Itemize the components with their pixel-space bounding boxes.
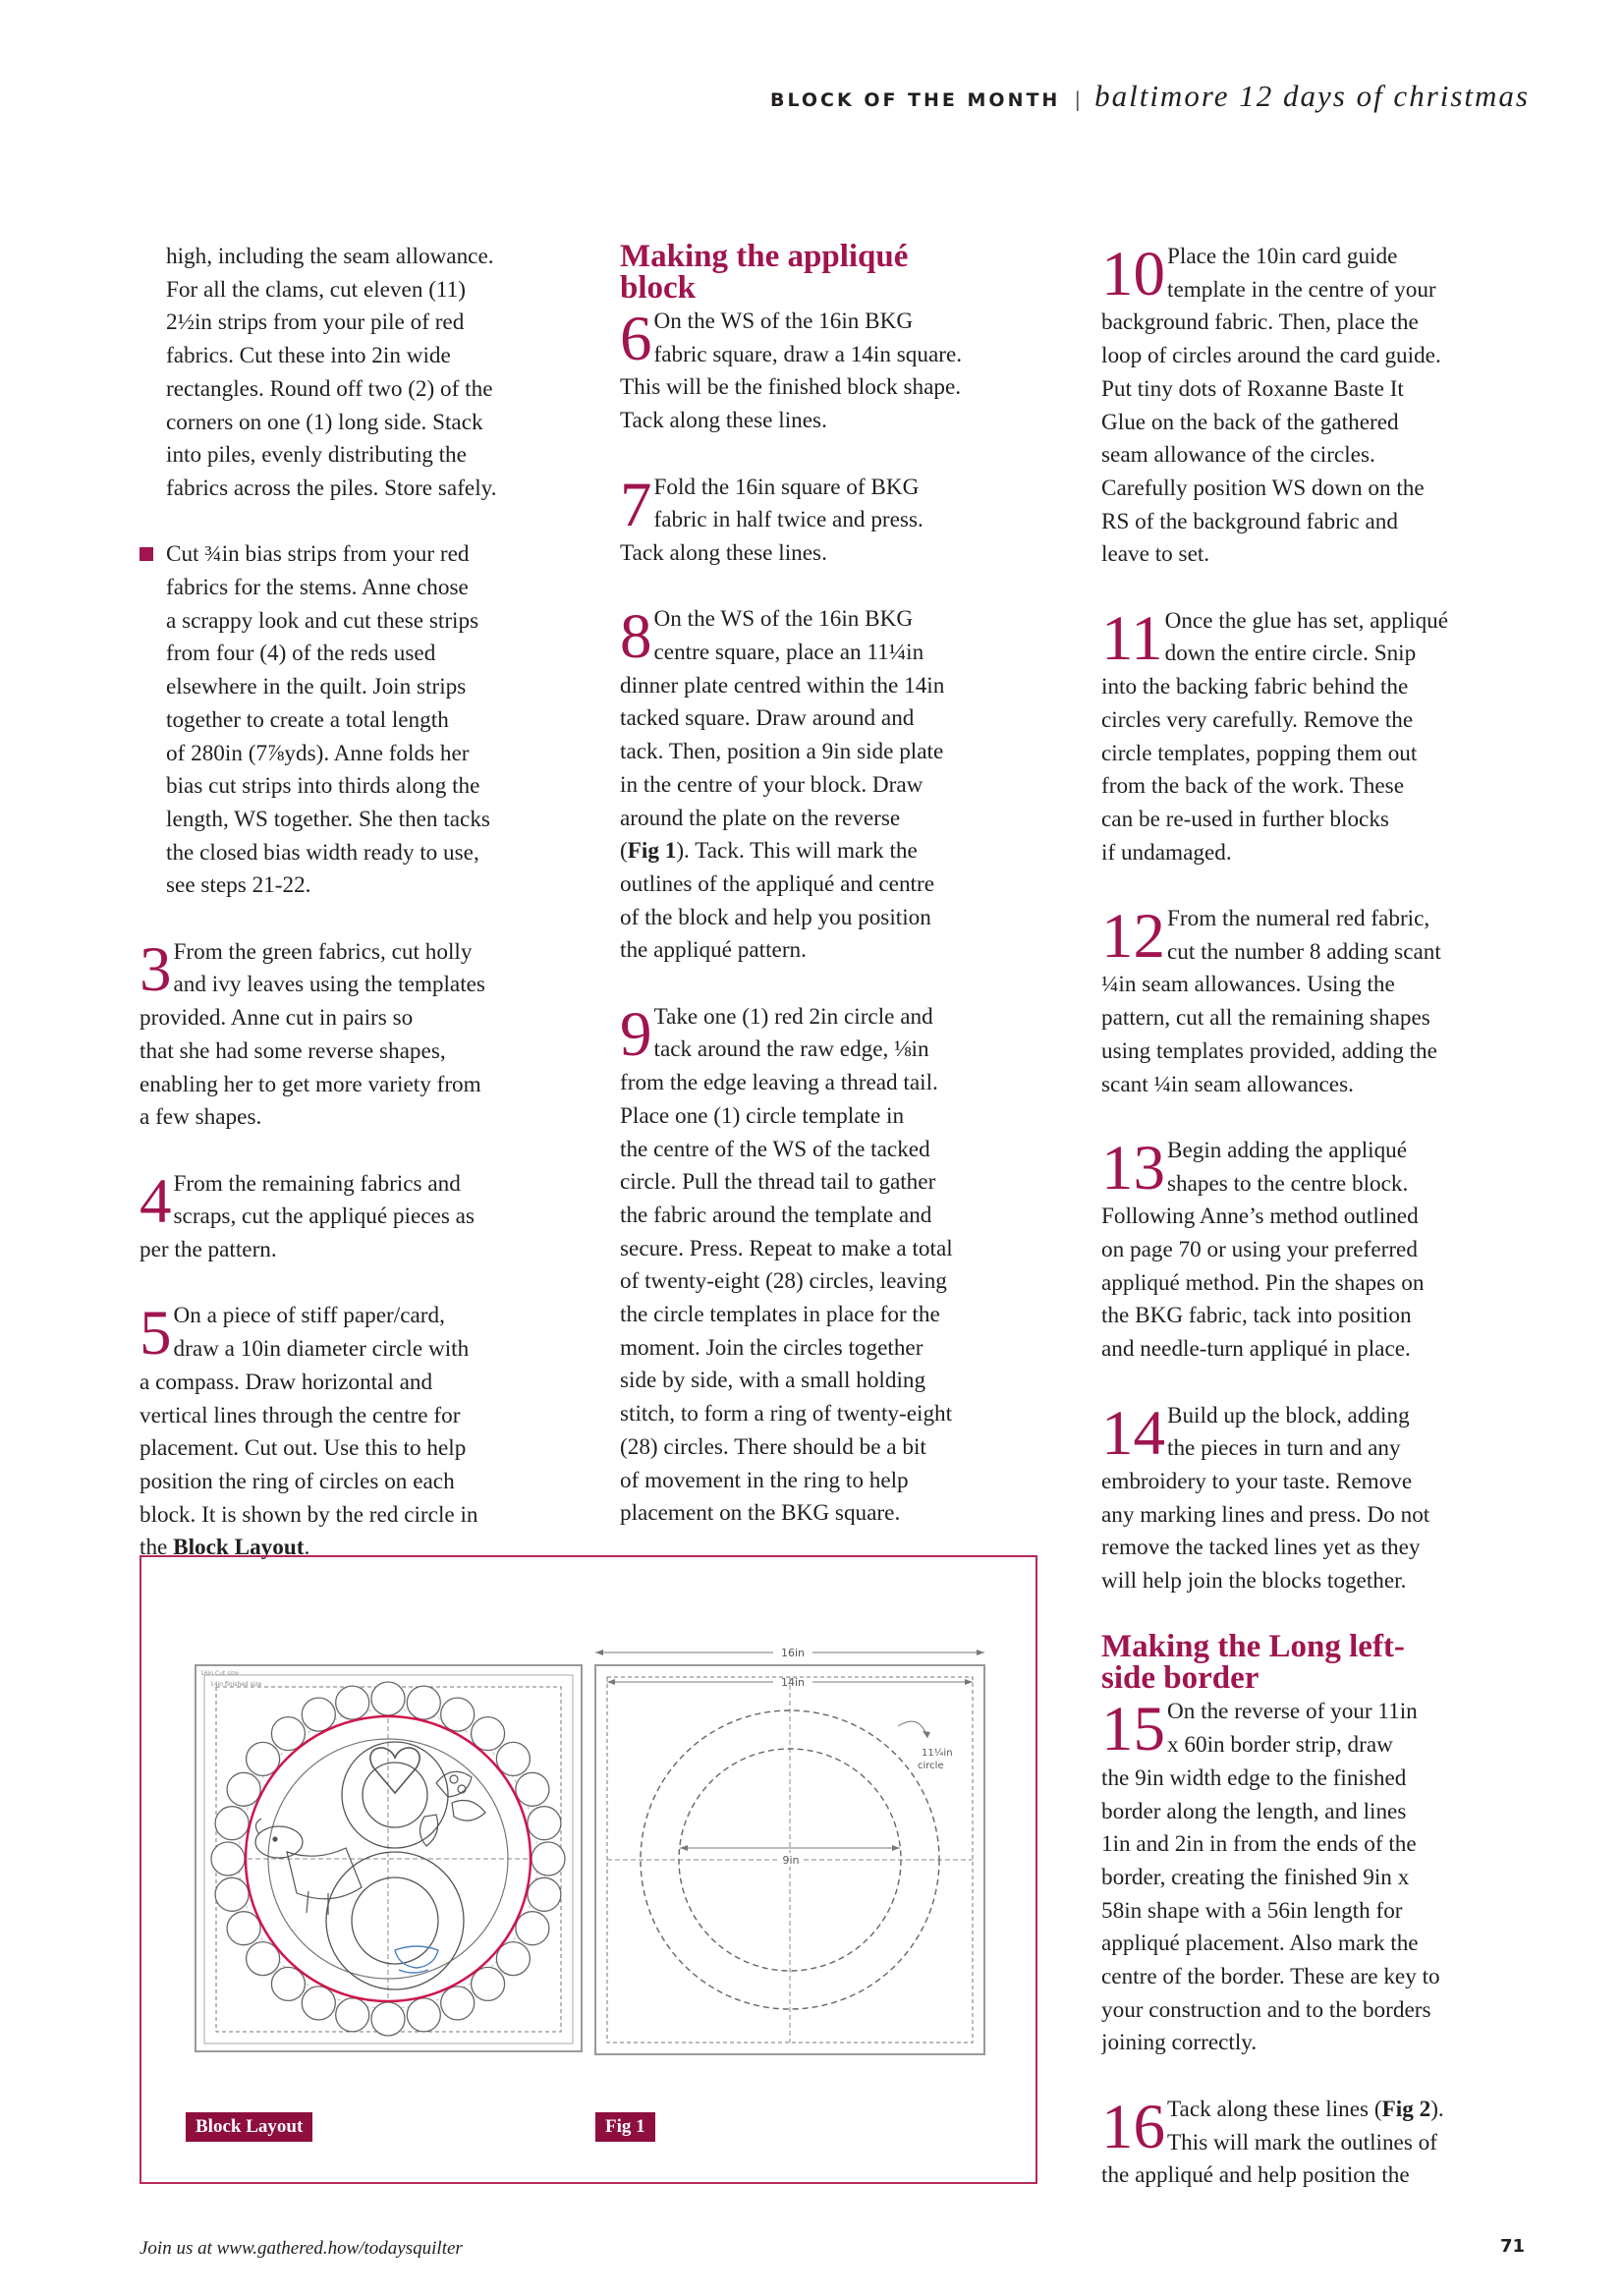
text-line: joining correctly. (1101, 2030, 1258, 2056)
text-line: high, including the seam allowance. (166, 244, 494, 269)
step-number: 11 (1101, 604, 1163, 674)
step-number: 12 (1101, 903, 1165, 973)
text-line: Build up the block, adding (1167, 1402, 1410, 1428)
clam-circle (302, 1698, 335, 1731)
text-line: the BKG fabric, tack into position (1101, 1303, 1412, 1329)
header-divider: | (1074, 87, 1082, 111)
text-line: from the back of the work. These (1101, 773, 1404, 800)
text-line: the centre of the WS of the tacked (620, 1136, 930, 1162)
step-9 (620, 1001, 1042, 1531)
text-line: see steps 21-22. (166, 872, 311, 899)
text-line: This will mark the outlines of (1167, 2129, 1437, 2156)
text-line: pattern, cut all the remaining shapes (1101, 1005, 1430, 1032)
text-line: shapes to the centre block. (1167, 1170, 1409, 1197)
clam-circle (407, 1998, 440, 2032)
step-6 (620, 306, 1042, 438)
column-2 (620, 241, 1042, 1564)
step-text (620, 871, 934, 963)
step-8 (620, 603, 1042, 968)
finished-size-note: 14in finished size (210, 1681, 262, 1688)
column-1 (140, 241, 568, 1598)
step-5 (140, 1300, 568, 1565)
text-line: Tack along these lines. (620, 408, 827, 434)
clam-circle (302, 1987, 335, 2020)
text-line: the pieces in turn and any (1167, 1435, 1401, 1462)
text-line: cut the number 8 adding scant (1167, 938, 1441, 965)
text-line: the fabric around the template and (620, 1202, 932, 1228)
block-layout-ref: Block Layout (173, 1535, 305, 1561)
text-line: appliqué placement. Also mark the (1101, 1931, 1419, 1957)
text-line: seam allowance of the circles. (1101, 442, 1375, 469)
text-line: centre square, place an 11¼in (653, 640, 924, 665)
clam-circle (528, 1877, 561, 1911)
step-15 (1101, 1696, 1534, 2060)
clam-circle (407, 1686, 440, 1719)
heading-line-2: block (620, 270, 697, 306)
text-line: elsewhere in the quilt. Join strips (166, 674, 467, 700)
step-text-post: ). Tack. This will mark the (676, 838, 918, 865)
text-line: x 60in border strip, draw (1167, 1732, 1393, 1759)
step-number: 13 (1101, 1134, 1165, 1204)
dimension-16in: 16in (780, 1647, 806, 1659)
step-number: 15 (1101, 1696, 1165, 1765)
text-line: tack. Then, position a 9in side plate (620, 739, 944, 765)
text-line: fabric in half twice and press. (653, 507, 923, 533)
step-7 (620, 472, 1042, 571)
text-line: dinner plate centred within the 14in (620, 672, 945, 699)
dimension-plate-label: circle (918, 1761, 944, 1771)
step-number: 9 (620, 1000, 652, 1070)
text-line: from the edge leaving a thread tail. (620, 1070, 938, 1096)
text-line: rectangles. Round off two (2) of the (166, 375, 493, 402)
text-line: of 280in (7⅞yds). Anne folds her (166, 740, 470, 766)
clam-circle (528, 1807, 561, 1840)
step-13 (1101, 1135, 1534, 1367)
text-line: 58in shape with a 56in length for (1101, 1897, 1403, 1924)
text-line: a scrappy look and cut these strips (166, 607, 479, 634)
step-number: 3 (140, 935, 172, 1005)
text-line: secure. Press. Repeat to make a total (620, 1235, 953, 1261)
clam-circle (516, 1912, 549, 1945)
text-line: using templates provided, adding the (1101, 1037, 1437, 1064)
text-line: the 9in width edge to the finished (1101, 1764, 1407, 1791)
text-line: will help join the blocks together. (1101, 1568, 1407, 1595)
continued-text (140, 241, 568, 506)
text-line: moment. Join the circles together (620, 1334, 923, 1361)
text-line: corners on one (1) long side. Stack (166, 409, 483, 435)
clam-circle (371, 2002, 405, 2036)
text-line: scant ¼in seam allowances. (1101, 1071, 1354, 1097)
text-line: provided. Anne cut in pairs so (140, 1005, 414, 1032)
section-heading-applique-block (620, 241, 1042, 304)
text-line: Tack along these lines. (620, 539, 827, 566)
text-line: embroidery to your taste. Remove (1101, 1468, 1413, 1494)
clam-circle (227, 1772, 260, 1806)
step-number: 5 (140, 1300, 172, 1370)
text-line: (28) circles. There should be a bit (620, 1433, 926, 1460)
text-line: that she had some reverse shapes, (140, 1037, 446, 1064)
dimension-14in: 14in (780, 1676, 806, 1689)
header-section-label: BLOCK OF THE MONTH (769, 89, 1061, 111)
text-line: a few shapes. (140, 1104, 262, 1131)
step-4 (140, 1168, 568, 1267)
block-layout-label: Block Layout (186, 2112, 312, 2142)
heading-line-2: side border (1101, 1660, 1259, 1697)
step-10 (1101, 241, 1534, 572)
running-header (770, 79, 1530, 118)
text-line: Following Anne’s method outlined (1101, 1204, 1419, 1230)
step-text (140, 1300, 478, 1528)
text-line: Take one (1) red 2in circle and (653, 1003, 933, 1030)
text-line: loop of circles around the card guide. (1101, 343, 1441, 369)
step-text (620, 308, 962, 433)
text-line: scraps, cut the appliqué pieces as (173, 1204, 475, 1230)
text-line: 1in and 2in in from the ends of the (1101, 1831, 1417, 1858)
text-line: For all the clams, cut eleven (11) (166, 276, 466, 303)
fig-1-label: Fig 1 (595, 2112, 655, 2142)
step-11 (1101, 605, 1534, 870)
text-line: into piles, evenly distributing the (166, 442, 467, 469)
text-line: of twenty-eight (28) circles, leaving (620, 1268, 947, 1295)
text-line: From the green fabrics, cut holly (173, 938, 473, 965)
text-line: RS of the background fabric and (1101, 508, 1398, 534)
text-line: Carefully position WS down on the (1101, 475, 1425, 501)
dimension-9in: 9in (782, 1854, 800, 1867)
text-line: bias cut strips into thirds along the (166, 773, 480, 800)
section-heading-long-left-border (1101, 1629, 1534, 1697)
text-line: placement. Cut out. Use this to help (140, 1435, 467, 1462)
text-line: block. It is shown by the red circle in (140, 1501, 478, 1528)
step-text (620, 1000, 953, 1527)
text-line: circle. Pull the thread tail to gather (620, 1169, 936, 1196)
step-text (140, 935, 485, 1131)
text-line: Place the 10in card guide (1167, 244, 1398, 269)
step-14 (1101, 1400, 1534, 1598)
text-line: border along the length, and lines (1101, 1798, 1407, 1824)
text-line: stitch, to form a ring of twenty-eight (620, 1401, 953, 1428)
clam-circle (371, 1682, 405, 1715)
figure-box (140, 1555, 1037, 2184)
text-line: draw a 10in diameter circle with (173, 1336, 470, 1363)
text-line: fabrics for the stems. Anne chose (166, 575, 469, 601)
text-line: Place one (1) circle template in (620, 1102, 905, 1129)
figure-illustrations (141, 1557, 1035, 2182)
text-line: your construction and to the borders (1101, 1996, 1431, 2023)
clam-circle (227, 1912, 260, 1945)
text-line: into the backing fabric behind the (1101, 674, 1409, 700)
clam-circle (215, 1807, 249, 1840)
step-number: 10 (1101, 241, 1165, 309)
heading-line-1: Making the appliqué (620, 239, 909, 274)
clam-circle (532, 1842, 565, 1876)
text-line: remove the tacked lines yet as they (1101, 1535, 1421, 1561)
step-number: 14 (1101, 1399, 1165, 1469)
text-line: the appliqué and help position the (1101, 2162, 1410, 2189)
step-number: 4 (140, 1167, 172, 1237)
text-line: Cut ¾in bias strips from your red (166, 541, 470, 568)
text-line: Fold the 16in square of BKG (653, 474, 920, 500)
text-line: fabrics. Cut these into 2in wide (166, 343, 451, 369)
column-3 (1101, 241, 1534, 2226)
text-line: outlines of the appliqué and centre (620, 870, 935, 897)
clam-circle (336, 1686, 369, 1719)
text-line: enabling her to get more variety from (140, 1071, 481, 1097)
step-16 (1101, 2094, 1534, 2193)
text-line: border, creating the finished 9in x (1101, 1864, 1410, 1890)
clam-circle (336, 1998, 369, 2032)
text-line: vertical lines through the centre for (140, 1402, 461, 1428)
text-line: a compass. Draw horizontal and (140, 1369, 433, 1395)
fig-1-diagram (595, 1644, 984, 2054)
text-line: On the reverse of your 11in (1167, 1699, 1418, 1725)
text-line: 2½in strips from your pile of red (166, 309, 465, 336)
text-line: of movement in the ring to help (620, 1467, 909, 1493)
step-text (140, 1167, 475, 1263)
step-text-post: . (304, 1535, 310, 1561)
step-text-pre: the (140, 1535, 174, 1561)
step-text-post: ). (1430, 2096, 1444, 2122)
text-line: of the block and help you position (620, 904, 931, 930)
bullet-text (166, 541, 490, 898)
text-line: side by side, with a small holding (620, 1368, 926, 1394)
text-line: Put tiny dots of Roxanne Baste It (1101, 375, 1404, 402)
text-line: From the numeral red fabric, (1167, 906, 1430, 932)
step-text-pre: Tack along these lines ( (1167, 2096, 1382, 2122)
step-number: 8 (620, 603, 652, 673)
clam-circle (211, 1842, 245, 1876)
text-line: the closed bias width ready to use, (166, 839, 479, 866)
text-line: fabric square, draw a 14in square. (653, 341, 963, 367)
text-line: the appliqué pattern. (620, 937, 807, 964)
step-number: 7 (620, 471, 652, 540)
page-number: 71 (1499, 2236, 1525, 2257)
text-line: centre of the border. These are key to (1101, 1964, 1440, 1990)
text-line: and ivy leaves using the templates (173, 972, 485, 998)
text-line: This will be the finished block shape. (620, 374, 962, 401)
step-text-pre: ( (620, 838, 628, 865)
text-line: background fabric. Then, place the (1101, 309, 1419, 336)
text-line: around the plate on the reverse (620, 805, 901, 831)
text-line: appliqué method. Pin the shapes on (1101, 1269, 1425, 1296)
text-line: From the remaining fabrics and (173, 1170, 461, 1197)
text-line: On a piece of stiff paper/card, (173, 1303, 445, 1329)
text-line: can be re-used in further blocks (1101, 806, 1389, 832)
clam-circle (441, 1987, 475, 2020)
block-layout-diagram (196, 1665, 582, 2051)
text-line: together to create a total length (166, 706, 449, 733)
clam-circle (441, 1698, 475, 1731)
step-text (620, 471, 923, 566)
text-line: circles very carefully. Remove the (1101, 706, 1414, 733)
text-line: per the pattern. (140, 1237, 277, 1263)
text-line: down the entire circle. Snip (1164, 641, 1417, 667)
clam-circle (516, 1772, 549, 1806)
text-line: On the WS of the 16in BKG (653, 308, 914, 334)
text-line: circle templates, popping them out (1101, 740, 1418, 766)
text-line: on page 70 or using your preferred (1101, 1237, 1418, 1263)
step-3 (140, 936, 568, 1135)
header-series-title: baltimore 12 days of christmas (1094, 79, 1530, 113)
text-line: if undamaged. (1101, 839, 1232, 866)
text-line: tack around the raw edge, ⅛in (653, 1036, 929, 1063)
text-line: length, WS together. She then tacks (166, 806, 490, 832)
text-line: Begin adding the appliqué (1167, 1137, 1408, 1163)
text-line: position the ring of circles on each (140, 1468, 455, 1494)
text-line: in the centre of your block. Draw (620, 771, 923, 798)
step-number: 6 (620, 306, 652, 374)
text-line: tacked square. Draw around and (620, 705, 915, 732)
text-line: Once the glue has set, appliqué (1164, 607, 1449, 634)
text-line: and needle-turn appliqué in place. (1101, 1336, 1411, 1363)
cut-size-note: 16in Cut size (200, 1670, 239, 1677)
text-line: leave to set. (1101, 541, 1210, 568)
text-line: any marking lines and press. Do not (1101, 1501, 1430, 1528)
square-bullet-icon (140, 547, 153, 561)
step-12 (1101, 903, 1534, 1101)
clam-circle (215, 1877, 249, 1911)
text-line: On the WS of the 16in BKG (653, 606, 914, 633)
text-line: ¼in seam allowances. Using the (1101, 972, 1395, 998)
heading-line-1: Making the Long left- (1101, 1629, 1405, 1665)
footer-website: Join us at www.gathered.how/todaysquilter (140, 2238, 463, 2259)
text-line: from four (4) of the reds used (166, 641, 436, 667)
text-line: the circle templates in place for the (620, 1302, 940, 1328)
step-number: 16 (1101, 2093, 1165, 2162)
text-line: fabrics across the piles. Store safely. (166, 475, 497, 501)
step-text (620, 603, 945, 831)
fig-1-ref: Fig 1 (627, 838, 677, 865)
text-line: template in the centre of your (1167, 276, 1436, 303)
dimension-plate-size: 11¼in (922, 1748, 953, 1759)
text-line: Glue on the back of the gathered (1101, 409, 1399, 435)
fig-2-ref: Fig 2 (1381, 2096, 1431, 2122)
text-line: placement on the BKG square. (620, 1500, 901, 1527)
bullet-item-bias-strips (140, 538, 568, 903)
